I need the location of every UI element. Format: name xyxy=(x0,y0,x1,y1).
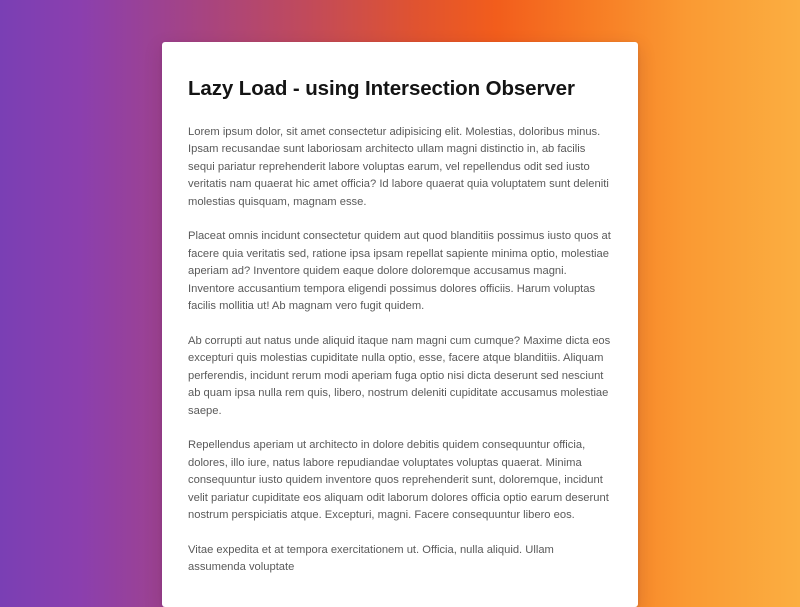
body-paragraph: Ab corrupti aut natus unde aliquid itaque nam magni cum cumque? Maxime dicta eos excepturi quis molestias cupiditate nulla optio, esse, facere atque blanditiis. Aliquam perferendis, incidunt rerum modi aperiam fuga optio nisi dicta deserunt sed nesciunt ab quam ipsa nulla rem quis, libero, nostrum deleniti cupiditate accusamus molestiae saepe. xyxy=(188,334,611,417)
page-title: Lazy Load - using Intersection Observer xyxy=(188,77,575,100)
body-paragraph: Vitae expedita et at tempora exercitationem ut. Officia, nulla aliquid. Ullam assumenda voluptate xyxy=(188,543,554,574)
body-paragraph: Placeat omnis incidunt consectetur quidem aut quod blanditiis possimus iusto quos at facere quia veritatis sed, ratione ipsa ipsam repellat sapiente minima optio, molestiae aperiam ad? Inventore quidem eaque dolore doloremque accusamus magni. Inventore accusantium tempora eligendi possimus dolores officiis. Harum voluptas facilis mollitia ut! Ab magnam vero fugit quidem. xyxy=(188,230,611,313)
body-paragraph: Repellendus aperiam ut architecto in dolore debitis quidem consequuntur officia, dolores, illo iure, natus labore repudiandae voluptates voluptas quaerat. Minima consequuntur iusto quidem inventore quos reprehenderit sunt, doloremque, incidunt velit pariatur cupiditate eos aliquam odit laborum dolores officia optio earum deserunt nostrum perspiciatis atque. Excepturi, magni. Facere consequuntur libero eos. xyxy=(188,439,609,522)
body-paragraph: Lorem ipsum dolor, sit amet consectetur adipisicing elit. Molestias, doloribus minus. Ipsam recusandae sunt laboriosam architecto ullam magni distinctio in, ab facilis sequi pariatur reprehenderit labore voluptas earum, vel repellendus odit sed iusto veritatis nam quaerat hic amet officia? Id labore quaerat quia voluptatem sunt deleniti molestias quisquam, magnam esse. xyxy=(188,125,609,208)
content-card xyxy=(162,42,638,607)
